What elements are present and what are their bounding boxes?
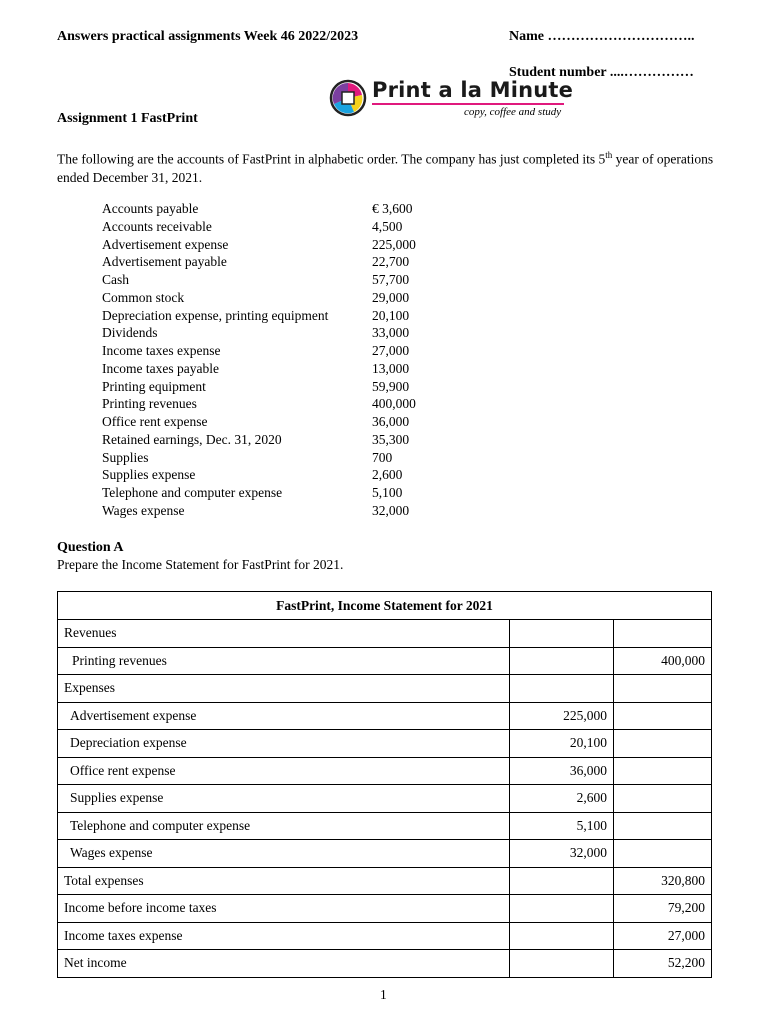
line-item-amount: 20,100 <box>510 730 614 758</box>
account-row <box>102 200 432 218</box>
line-item-label: Depreciation expense <box>58 730 510 758</box>
intro-paragraph <box>57 146 717 187</box>
document-title: Answers practical assignments Week 46 2022/2023 <box>57 29 359 44</box>
account-row <box>102 253 432 271</box>
logo-underline <box>372 103 564 105</box>
account-value: 35,300 <box>372 431 410 447</box>
account-row <box>102 342 432 360</box>
income-statement-row <box>58 730 712 758</box>
account-name: Telephone and computer expense <box>102 485 283 500</box>
intro-text-2: year of operations ended December 31, 2021. <box>57 151 714 185</box>
name-field-label: Name ………………………….. <box>509 29 695 44</box>
line-item-total: 27,000 <box>614 922 712 950</box>
line-item-label: Expenses <box>58 675 510 703</box>
account-row <box>102 502 432 520</box>
line-item-amount <box>510 895 614 923</box>
income-statement-row <box>58 647 712 675</box>
line-item-amount <box>510 950 614 978</box>
account-row <box>102 413 432 431</box>
account-name: Supplies <box>102 449 149 465</box>
line-item-amount: 2,600 <box>510 785 614 813</box>
line-item-total <box>614 675 712 703</box>
account-name: Accounts payable <box>102 201 199 216</box>
account-row <box>102 378 432 396</box>
income-statement-row <box>58 620 712 648</box>
account-row <box>102 324 432 342</box>
account-value: 32,000 <box>372 502 410 518</box>
account-name: Advertisement payable <box>102 254 227 270</box>
account-name: Printing equipment <box>102 378 206 394</box>
line-item-label: Supplies expense <box>58 785 510 813</box>
line-item-amount: 36,000 <box>510 757 614 785</box>
income-statement-row <box>58 950 712 978</box>
income-statement-row <box>58 757 712 785</box>
account-value: 29,000 <box>372 289 410 305</box>
question-a-text: Prepare the Income Statement for FastPrint for 2021. <box>57 557 344 572</box>
account-value: 13,000 <box>372 360 410 376</box>
line-item-label: Total expenses <box>58 867 510 895</box>
line-item-amount: 225,000 <box>510 702 614 730</box>
account-row <box>102 360 432 378</box>
line-item-total: 400,000 <box>614 647 712 675</box>
logo-emblem-icon <box>328 78 370 118</box>
account-row <box>102 307 432 325</box>
income-statement-row <box>58 812 712 840</box>
account-name: Common stock <box>102 289 185 305</box>
account-name: Cash <box>102 272 129 287</box>
income-statement-row <box>58 867 712 895</box>
income-statement-row <box>58 675 712 703</box>
line-item-total <box>614 620 712 648</box>
account-name: Depreciation expense, printing equipment <box>102 307 329 323</box>
account-row <box>102 449 432 467</box>
logo-brand-text: Print a la Minute <box>372 78 574 102</box>
question-a-title: Question A <box>57 540 124 555</box>
account-value: 57,700 <box>372 272 410 287</box>
assignment-title: Assignment 1 FastPrint <box>57 111 198 126</box>
line-item-label: Revenues <box>58 620 510 648</box>
account-name: Income taxes expense <box>102 343 221 358</box>
income-statement-row <box>58 922 712 950</box>
income-statement-row <box>58 785 712 813</box>
income-statement-row <box>58 840 712 868</box>
account-value: 27,000 <box>372 343 410 358</box>
line-item-amount <box>510 675 614 703</box>
account-name: Retained earnings, Dec. 31, 2020 <box>102 431 282 447</box>
income-statement-title-row <box>58 592 712 620</box>
account-name: Accounts receivable <box>102 218 212 234</box>
account-row <box>102 218 432 236</box>
line-item-total <box>614 702 712 730</box>
line-item-label: Printing revenues <box>58 647 510 675</box>
account-name: Printing revenues <box>102 396 197 412</box>
account-row <box>102 484 432 502</box>
income-statement-row <box>58 702 712 730</box>
account-name: Income taxes payable <box>102 360 219 376</box>
account-value: 36,000 <box>372 414 410 429</box>
account-row <box>102 289 432 307</box>
line-item-label: Advertisement expense <box>58 702 510 730</box>
logo-tagline: copy, coffee and study <box>464 106 562 118</box>
account-value: 4,500 <box>372 218 403 234</box>
line-item-amount: 32,000 <box>510 840 614 868</box>
line-item-amount <box>510 647 614 675</box>
account-value: 5,100 <box>372 485 403 500</box>
account-row <box>102 271 432 289</box>
line-item-total: 52,200 <box>614 950 712 978</box>
line-item-label: Net income <box>58 950 510 978</box>
line-item-label: Income before income taxes <box>58 895 510 923</box>
account-row <box>102 466 432 484</box>
account-row <box>102 431 432 449</box>
line-item-total <box>614 840 712 868</box>
account-value: 33,000 <box>372 325 410 341</box>
account-name: Wages expense <box>102 502 185 518</box>
account-value: 2,600 <box>372 467 403 483</box>
account-value: 225,000 <box>372 236 416 252</box>
account-value: 59,900 <box>372 378 410 394</box>
line-item-label: Telephone and computer expense <box>58 812 510 840</box>
income-statement-row <box>58 895 712 923</box>
line-item-label: Income taxes expense <box>58 922 510 950</box>
account-value: 22,700 <box>372 254 410 270</box>
line-item-total <box>614 730 712 758</box>
account-value: € 3,600 <box>372 201 413 216</box>
account-name: Supplies expense <box>102 467 196 483</box>
line-item-total <box>614 785 712 813</box>
account-value: 700 <box>372 449 393 465</box>
account-name: Office rent expense <box>102 414 208 429</box>
line-item-amount <box>510 620 614 648</box>
account-name: Dividends <box>102 325 158 341</box>
student-number-label: Student number ....…………… <box>509 65 694 80</box>
account-value: 400,000 <box>372 396 416 412</box>
account-row <box>102 236 432 254</box>
line-item-label: Wages expense <box>58 840 510 868</box>
line-item-total: 79,200 <box>614 895 712 923</box>
intro-superscript: th <box>605 150 613 160</box>
line-item-amount <box>510 867 614 895</box>
intro-text-1: The following are the accounts of FastPrint in alphabetic order. The company has just completed its 5 <box>57 151 606 167</box>
line-item-label: Office rent expense <box>58 757 510 785</box>
line-item-total <box>614 812 712 840</box>
account-row <box>102 395 432 413</box>
page-number: 1 <box>380 987 387 1002</box>
print-a-la-minute-logo <box>328 78 574 122</box>
line-item-total <box>614 757 712 785</box>
income-statement-title: FastPrint, Income Statement for 2021 <box>58 592 712 620</box>
income-statement-table <box>57 591 712 978</box>
line-item-amount: 5,100 <box>510 812 614 840</box>
line-item-total: 320,800 <box>614 867 712 895</box>
accounts-list <box>102 200 432 520</box>
account-value: 20,100 <box>372 307 410 323</box>
account-name: Advertisement expense <box>102 236 229 252</box>
line-item-amount <box>510 922 614 950</box>
